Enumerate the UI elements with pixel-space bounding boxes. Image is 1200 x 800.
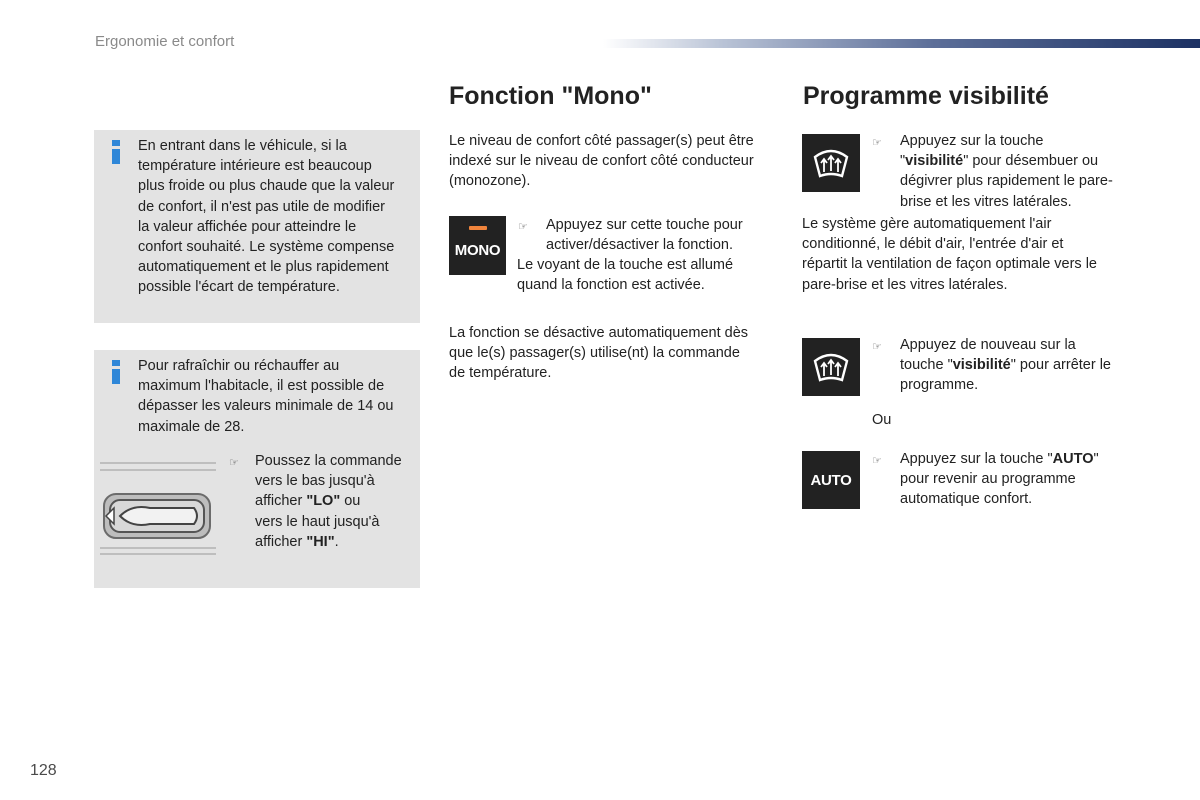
instruction-line <box>255 491 420 511</box>
visibility-step1 <box>900 131 1160 212</box>
auto-button-icon <box>802 451 860 509</box>
instruction-line: vers le bas jusqu'à <box>255 473 375 490</box>
note-line: possible l'écart de température. <box>138 279 340 296</box>
visibility-step2 <box>900 335 1160 396</box>
pointer-bullet-icon: ☞ <box>872 137 882 149</box>
page-number: 128 <box>30 762 57 779</box>
para-line: répartit la ventilation de façon optimale vers le <box>802 256 1097 273</box>
para-line: de température. <box>449 365 552 382</box>
para-line: La fonction se désactive automatiquement dès <box>449 325 749 341</box>
text: " <box>900 153 906 170</box>
info-icon <box>111 360 121 388</box>
mono-section-title: Fonction "Mono" <box>449 82 652 110</box>
para-line: Appuyez sur cette touche pour <box>546 217 743 233</box>
info-icon <box>111 140 121 168</box>
note-line: la valeur affichée pour atteindre le <box>138 218 357 235</box>
section-title: Ergonomie et confort <box>95 33 235 50</box>
note-line: dépasser les valeurs minimale de 14 ou <box>138 398 394 415</box>
text: afficher <box>255 533 307 550</box>
para-line: quand la fonction est activée. <box>517 277 705 294</box>
mono-led-text <box>517 255 777 295</box>
auto-label: AUTO <box>1052 451 1094 467</box>
visibility-label: visibilité <box>905 153 964 170</box>
lo-hi-instruction <box>255 451 420 552</box>
hi-label: "HI" <box>306 533 335 550</box>
note-line: plus froide ou plus chaude que la valeur <box>138 178 395 195</box>
note-line: maximale de 28. <box>138 418 245 435</box>
para-line: brise et les vitres latérales. <box>900 193 1072 210</box>
para-line <box>900 151 1160 171</box>
visibility-step3 <box>900 449 1160 510</box>
text: " pour désembuer ou <box>963 153 1099 170</box>
para-line <box>900 355 1160 375</box>
note-line: maximum l'habitacle, il est possible de <box>138 378 385 395</box>
para-line: programme. <box>900 377 979 394</box>
para-line: Le système gère automatiquement l'air <box>802 216 1052 232</box>
note-line: de confort, il n'est pas utile de modifier <box>138 198 385 215</box>
text: afficher <box>255 493 307 510</box>
visibility-system-text <box>802 214 1152 295</box>
note-text <box>138 356 420 437</box>
defrost-symbol <box>809 347 853 387</box>
para-line: indexé sur le niveau de confort côté conducteur <box>449 153 754 170</box>
info-note-temperature <box>94 130 420 323</box>
mono-button-icon <box>449 216 506 275</box>
text: Appuyez sur la touche " <box>900 451 1053 467</box>
auto-key-label: AUTO <box>810 471 852 489</box>
para-line: Appuyez de nouveau sur la <box>900 337 1076 353</box>
para-line: dégivrer plus rapidement le pare- <box>900 173 1113 190</box>
para-line: pare-brise et les vitres latérales. <box>802 276 1008 293</box>
defrost-symbol <box>809 143 853 183</box>
pointer-bullet-icon: ☞ <box>872 341 882 353</box>
temperature-control-illustration <box>98 460 222 560</box>
note-line: température intérieure est beaucoup <box>138 158 372 175</box>
note-text <box>138 136 420 298</box>
windscreen-defrost-icon <box>802 134 860 192</box>
mono-auto-off-text <box>449 323 784 384</box>
windscreen-defrost-icon <box>802 338 860 396</box>
pointer-bullet-icon: ☞ <box>872 455 882 467</box>
info-note-min-max <box>94 350 420 588</box>
instruction-line: Poussez la commande <box>255 453 402 469</box>
mono-intro <box>449 131 784 192</box>
para-line: que le(s) passager(s) utilise(nt) la commande <box>449 345 740 362</box>
pointer-bullet-icon: ☞ <box>229 457 239 469</box>
text: " pour arrêter le <box>1010 357 1111 374</box>
para-line: activer/désactiver la fonction. <box>546 237 733 254</box>
visibility-label: visibilité <box>952 357 1011 374</box>
pointer-bullet-icon: ☞ <box>518 221 528 233</box>
or-text: Ou <box>872 412 892 428</box>
text: . <box>334 533 339 550</box>
text: touche " <box>900 357 953 374</box>
instruction-line: vers le haut jusqu'à <box>255 513 380 530</box>
lo-label: "LO" <box>306 493 341 510</box>
note-line: En entrant dans le véhicule, si la <box>138 138 347 154</box>
instruction-line <box>255 532 420 552</box>
para-line <box>900 449 1160 469</box>
text: ou <box>340 493 361 510</box>
note-line: Pour rafraîchir ou réchauffer au <box>138 358 340 374</box>
mono-key-label: MONO <box>454 242 501 259</box>
mono-instruction <box>546 215 786 255</box>
para-line: conditionné, le débit d'air, l'entrée d'air et <box>802 236 1064 253</box>
note-line: automatiquement et le plus rapidement <box>138 259 389 276</box>
text: " <box>1093 451 1099 467</box>
para-line: pour revenir au programme <box>900 471 1076 488</box>
para-line: (monozone). <box>449 173 531 190</box>
mono-led-indicator <box>469 226 487 230</box>
para-line: Appuyez sur la touche <box>900 133 1044 149</box>
header-bar <box>603 39 1200 48</box>
visibility-section-title: Programme visibilité <box>803 82 1049 110</box>
para-line: Le voyant de la touche est allumé <box>517 257 734 273</box>
note-line: confort souhaité. Le système compense <box>138 239 395 256</box>
para-line: automatique confort. <box>900 491 1033 508</box>
para-line: Le niveau de confort côté passager(s) peut être <box>449 133 754 149</box>
